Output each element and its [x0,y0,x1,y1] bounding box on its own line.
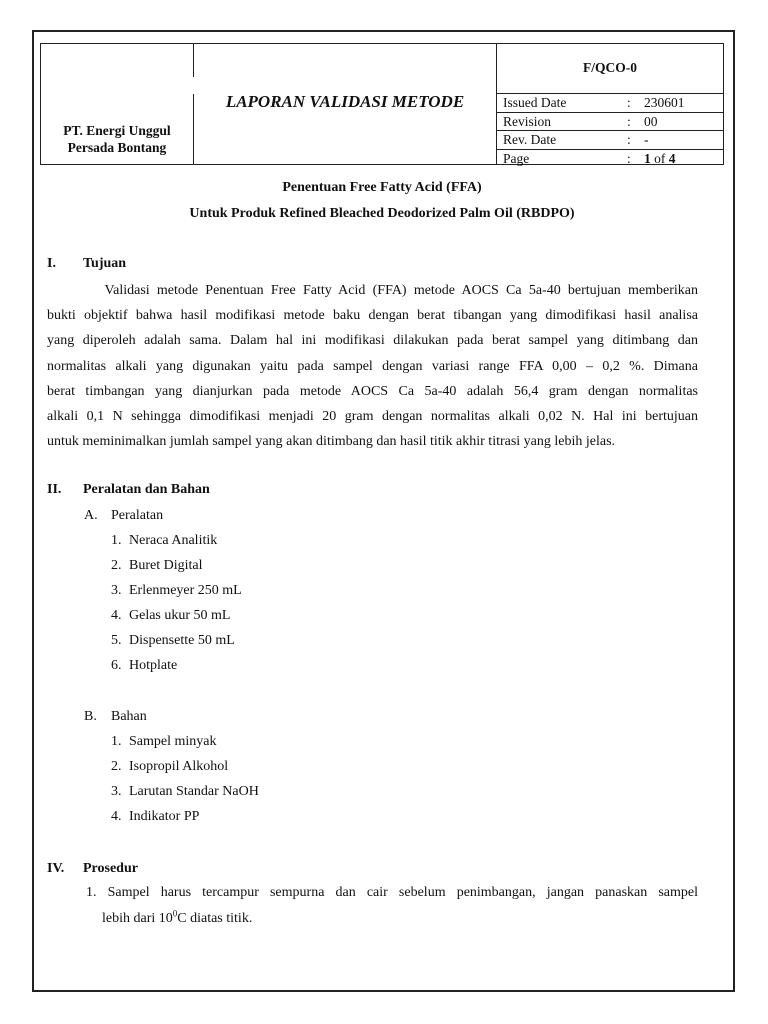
company-cell [41,44,193,164]
subsection-label: Peralatan [111,508,164,523]
tujuan-paragraph [47,278,698,454]
meta-key: Page [503,150,530,166]
report-title-line-1: Penentuan Free Fatty Acid (FFA) [282,180,482,195]
meta-row-issued-date [497,94,723,113]
document-header [40,43,724,165]
company-name [41,122,193,156]
company-name-line-2: Persada Bontang [67,140,167,155]
meta-row-rev-date [497,131,723,150]
procedure-line: 1. Sampel harus tercampur sempurna dan cair sebelum penimbangan, jangan panaskan sampel [86,885,698,900]
meta-row-revision [497,113,723,132]
meta-row-page [497,150,723,168]
meta-key: Rev. Date [503,132,557,147]
section-number: II. [47,482,62,497]
meta-value: 230601 [644,95,685,110]
page-of: of [650,150,669,166]
subsection-label: Bahan [111,709,147,724]
paragraph-line: alkali 0,1 N sehingga dimodifikasi menjadi 20 gram dengan normalitas alkali 0,02 N. Hal ini bertujuan [47,409,698,425]
meta-key: Revision [503,113,552,129]
paragraph-line: normalitas alkali yang digunakan yaitu pada sampel dengan variasi range FFA 0,00 – 0,2 %. Dimana [47,358,698,374]
subsection-a [84,508,164,524]
meta-colon: : [627,132,631,147]
paragraph-line: yang diperoleh adalah sama. Dalam hal ini modifikasi dilakukan pada berat sampel yang ditimbang dan [47,333,698,349]
page-current: 1 [644,150,651,166]
report-title-line-2: Untuk Produk Refined Bleached Deodorized Palm Oil (RBDPO) [189,206,575,221]
paragraph-line: bukti objektif bahwa hasil modifikasi metode baku dengan berat tibangan yang dimodifikasi hasil analisa [47,308,698,324]
procedure-step-1 [86,880,698,931]
form-number: F/QCO-0 [583,60,637,75]
page-total: 4 [668,150,676,166]
page-number [644,150,676,167]
meta-colon: : [627,95,631,110]
subsection-b [84,709,147,725]
document-meta-table [497,94,723,167]
section-label: Tujuan [83,256,127,271]
subsection-letter: B. [84,709,97,724]
meta-key: Issued Date [503,95,567,110]
section-label: Peralatan dan Bahan [83,482,210,497]
meta-value: - [644,132,649,147]
company-name-line-1: PT. Energi Unggul [63,123,171,138]
meta-colon: : [627,113,631,129]
paragraph-line: untuk meminimalkan jumlah sampel yang akan ditimbang dan hasil titik akhir titrasi yang lebih jelas. [47,434,616,450]
paragraph-line: berat timbangan yang dianjurkan pada metode AOCS Ca 5a-40 adalah 56,4 gram dengan normalitas [47,383,698,399]
meta-colon: : [627,150,631,166]
section-number: IV. [47,861,65,876]
document-title: LAPORAN VALIDASI METODE [225,92,465,111]
paragraph-line: Validasi metode Penentuan Free Fatty Acid (FFA) metode AOCS Ca 5a-40 bertujuan memberikan [47,283,698,298]
subsection-letter: A. [84,508,98,523]
section-number: I. [47,256,56,271]
section-label: Prosedur [83,861,138,876]
procedure-line: lebih dari $10^0C$ diatas titik. [102,907,253,926]
meta-value: 00 [644,113,658,129]
